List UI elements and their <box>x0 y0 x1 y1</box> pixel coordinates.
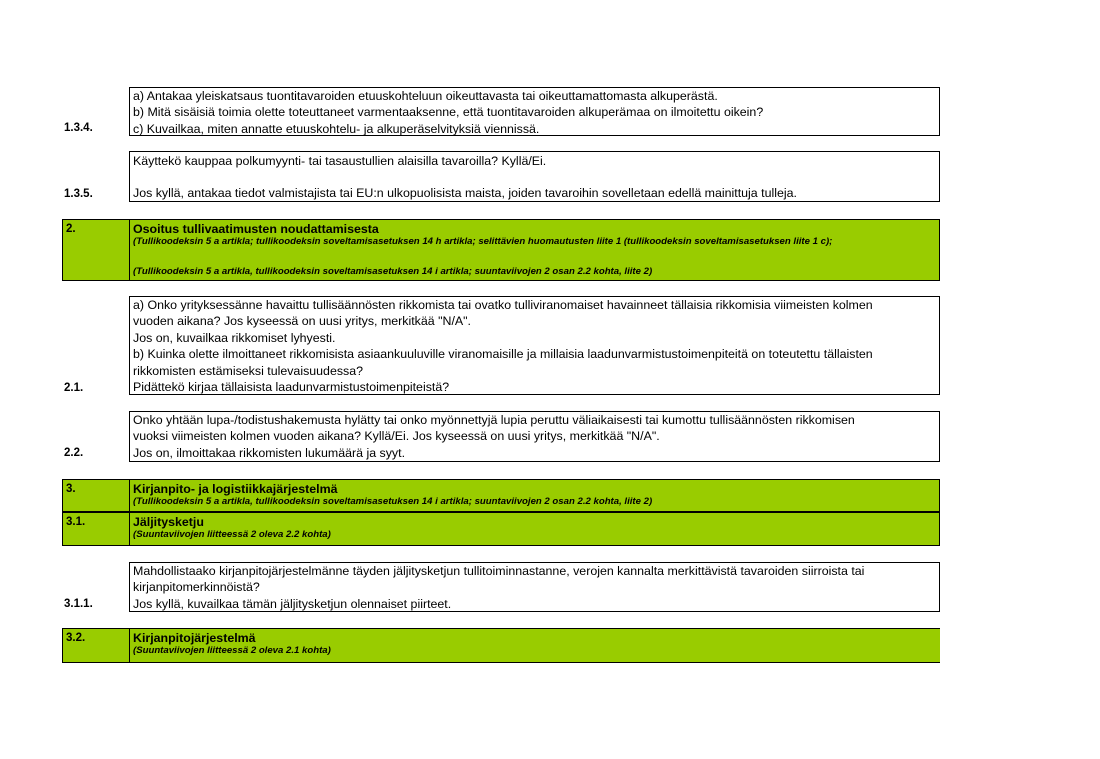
question-line: rikkomisten estämiseksi tulevaisuudessa? <box>133 363 364 378</box>
column-divider <box>129 480 130 511</box>
question-line: a) Antakaa yleiskatsaus tuontitavaroiden etuuskohteluun oikeuttavasta tai oikeuttamattomasta alkuperästä. <box>133 89 718 103</box>
section-number-2-2: 2.2. <box>64 447 84 459</box>
question-line: vuoksi viimeisten kolmen vuoden aikana? Kyllä/Ei. Jos kyseessä on uusi yritys, merkitkää "N/A". <box>133 429 660 444</box>
question-line: Pidättekö kirjaa tällaisista laadunvarmistustoimenpiteistä? <box>133 380 450 395</box>
section-number-2-1: 2.1. <box>64 382 84 394</box>
question-line: b) Kuinka olette ilmoittaneet rikkomisista asiaankuuluville viranomaisille ja millaisia laadunvarmistustoimenpiteitä on toteutettu tällaisten <box>133 347 873 362</box>
question-box-3-1-1 <box>129 562 940 612</box>
section-number-3: 3. <box>66 483 76 495</box>
question-line: vuoden aikana? Jos kyseessä on uusi yritys, merkitkää "N/A". <box>133 314 471 329</box>
question-box-1-3-4 <box>129 87 940 136</box>
question-box-2-1 <box>129 296 940 395</box>
question-line: Jos kyllä, kuvailkaa tämän jäljitysketjun olennaiset piirteet. <box>133 596 452 611</box>
question-line: b) Mitä sisäisiä toimia olette toteuttaneet varmentaaksenne, että tuontitavaroiden alkuperämaa on ilmoitettu oikein? <box>133 105 764 120</box>
legal-reference: (Tullikoodeksin 5 a artikla; tullikoodeksin soveltamisasetuksen 14 h artikla; selittävien huomautusten liite 1 (tullikoodeksin soveltamisasetuksen liite 1 c); <box>133 236 833 247</box>
question-line: Onko yhtään lupa-/todistushakemusta hylätty tai onko myönnettyjä lupia peruttu väliaikaisesti tai kumottu tullisäännösten rikkomisen <box>133 413 855 427</box>
section-number-1-3-5: 1.3.5. <box>64 188 93 200</box>
column-divider <box>129 220 130 280</box>
question-box-1-3-5 <box>129 151 940 202</box>
section-number-3-1-1: 3.1.1. <box>64 598 93 610</box>
section-number-2: 2. <box>66 223 76 235</box>
question-line: Mahdollistaako kirjanpitojärjestelmänne täyden jäljitysketjun tullitoiminnastanne, verojen kannalta merkittävistä tavaroiden siirroista tai <box>133 564 865 578</box>
section-title: Kirjanpito- ja logistiikkajärjestelmä <box>133 482 338 496</box>
question-line: Jos on, kuvailkaa rikkomiset lyhyesti. <box>133 330 336 345</box>
legal-reference: (Tullikoodeksin 5 a artikla, tullikoodeksin soveltamisasetuksen 14 i artikla; suuntaviivojen 2 osan 2.2 kohta, liite 2) <box>133 266 653 277</box>
question-box-2-2 <box>129 411 940 462</box>
section-number-3-1: 3.1. <box>66 516 86 528</box>
section-title: Jäljitysketju <box>133 515 204 529</box>
question-line: kirjanpitomerkinnöistä? <box>133 580 260 595</box>
column-divider <box>129 513 130 545</box>
legal-reference: (Tullikoodeksin 5 a artikla, tullikoodeksin soveltamisasetuksen 14 i artikla; suuntaviivojen 2 osan 2.2 kohta, liite 2) <box>133 496 653 507</box>
section-number-1-3-4: 1.3.4. <box>64 122 93 134</box>
column-divider <box>129 629 130 662</box>
question-line: Jos on, ilmoittakaa rikkomisten lukumäärä ja syyt. <box>133 445 406 460</box>
section-heading-3-1 <box>62 512 940 546</box>
section-number-3-2: 3.2. <box>66 632 86 644</box>
section-heading-2 <box>62 219 940 281</box>
section-heading-3-2 <box>62 628 940 663</box>
legal-reference: (Suuntaviivojen liitteessä 2 oleva 2.1 kohta) <box>133 645 331 656</box>
question-line: Jos kyllä, antakaa tiedot valmistajista tai EU:n ulkopuolisista maista, joiden tavaroihin sovelletaan edellä mainittuja tulleja. <box>133 186 797 201</box>
section-title: Osoitus tullivaatimusten noudattamisesta <box>133 222 379 236</box>
question-line: c) Kuvailkaa, miten annatte etuuskohtelu- ja alkuperäselvityksiä viennissä. <box>133 121 540 136</box>
legal-reference: (Suuntaviivojen liitteessä 2 oleva 2.2 kohta) <box>133 529 331 540</box>
section-title: Kirjanpitojärjestelmä <box>133 631 256 645</box>
question-line: Käyttekö kauppaa polkumyynti- tai tasaustullien alaisilla tavaroilla? Kyllä/Ei. <box>133 154 547 168</box>
question-line: a) Onko yrityksessänne havaittu tullisäännösten rikkomista tai ovatko tulliviranomaiset havainneet tällaisia rikkomisia viimeisten kolmen <box>133 298 873 312</box>
section-heading-3 <box>62 479 940 512</box>
